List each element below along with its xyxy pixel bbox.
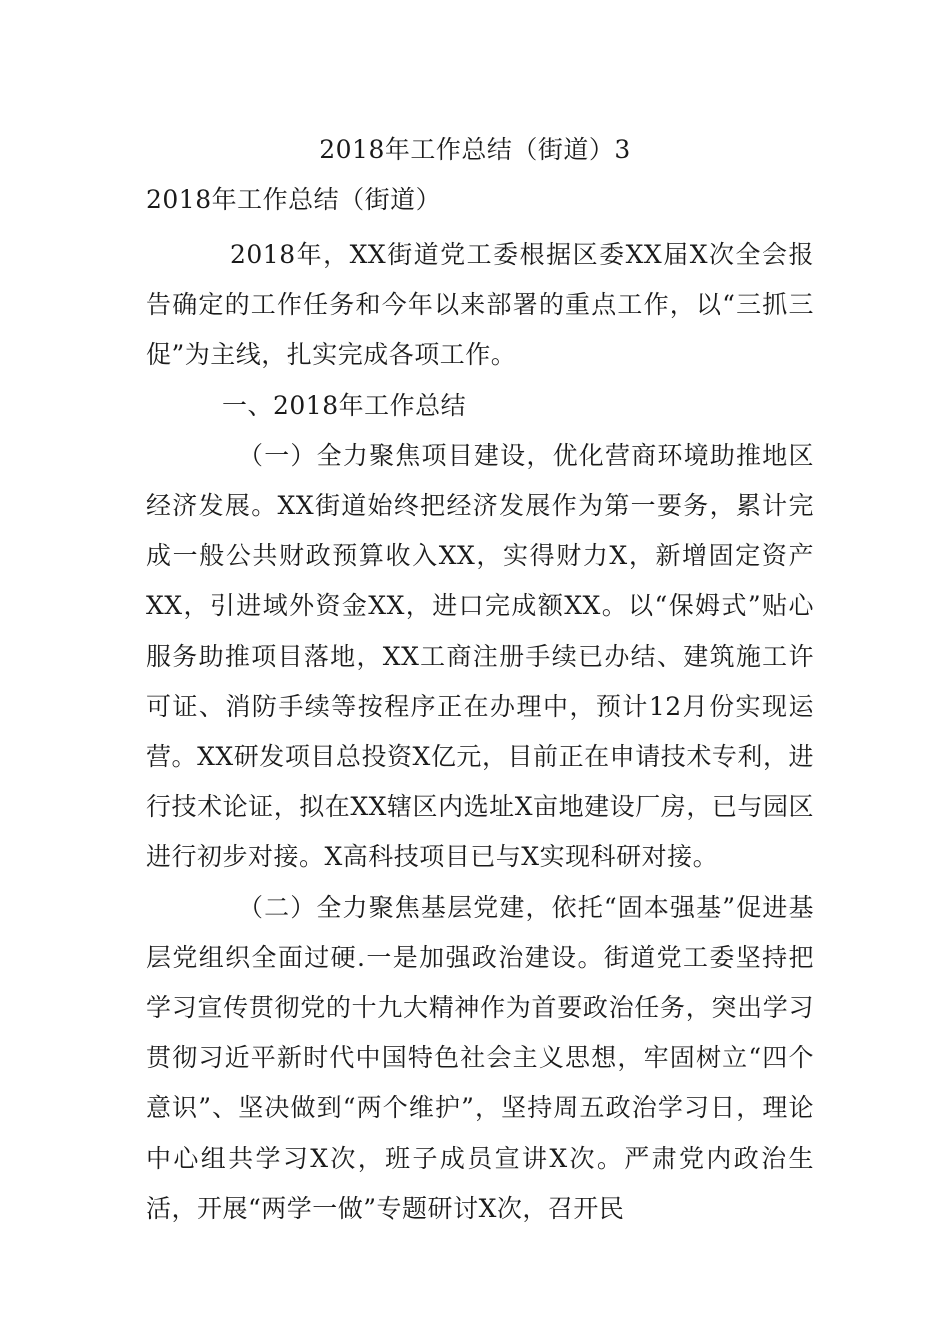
paragraph-party-building: （二）全力聚焦基层党建，依托“固本强基”促进基层党组织全面过硬.一是加强政治建设。街道党工委坚持把学习宣传贯彻党的十九大精神作为首要政治任务，突出学习贯彻习近平新时代中国特色社会主义思想，牢固树立“四个意识”、坚决做到“两个维护”，坚持周五政治学习日，理论中心组共学习X次，班子成员宣讲X次。严肃党内政治生活，开展“两学一做”专题研讨X次，召开民 xyxy=(146,892,814,1223)
paragraph-project-construction: （一）全力聚焦项目建设，优化营商环境助推地区经济发展。XX街道始终把经济发展作为第一要务，累计完成一般公共财政预算收入XX，实得财力X，新增固定资产XX，引进域外资金XX，进口完成额XX。以“保姆式”贴心服务助推项目落地，XX工商注册手续已办结、建筑施工许可证、消防手续等按程序正在办理中，预计12月份实现运营。XX研发项目总投资X亿元，目前正在申请技术专利，进行技术论证，拟在XX辖区内选址X亩地建设厂房，已与园区进行初步对接。X高科技项目已与X实现科研对接。 xyxy=(146,440,814,872)
document-title: 2018年工作总结（街道）3 xyxy=(319,135,631,164)
paragraph-intro: 2018年，XX街道党工委根据区委XX届X次全会报告确定的工作任务和今年以来部署的重点工作，以“三抓三促”为主线，扎实完成各项工作。 xyxy=(146,240,814,370)
section-heading: 一、2018年工作总结 xyxy=(222,390,467,420)
document-body xyxy=(146,230,814,1234)
document-subtitle: 2018年工作总结（街道） xyxy=(146,185,442,214)
